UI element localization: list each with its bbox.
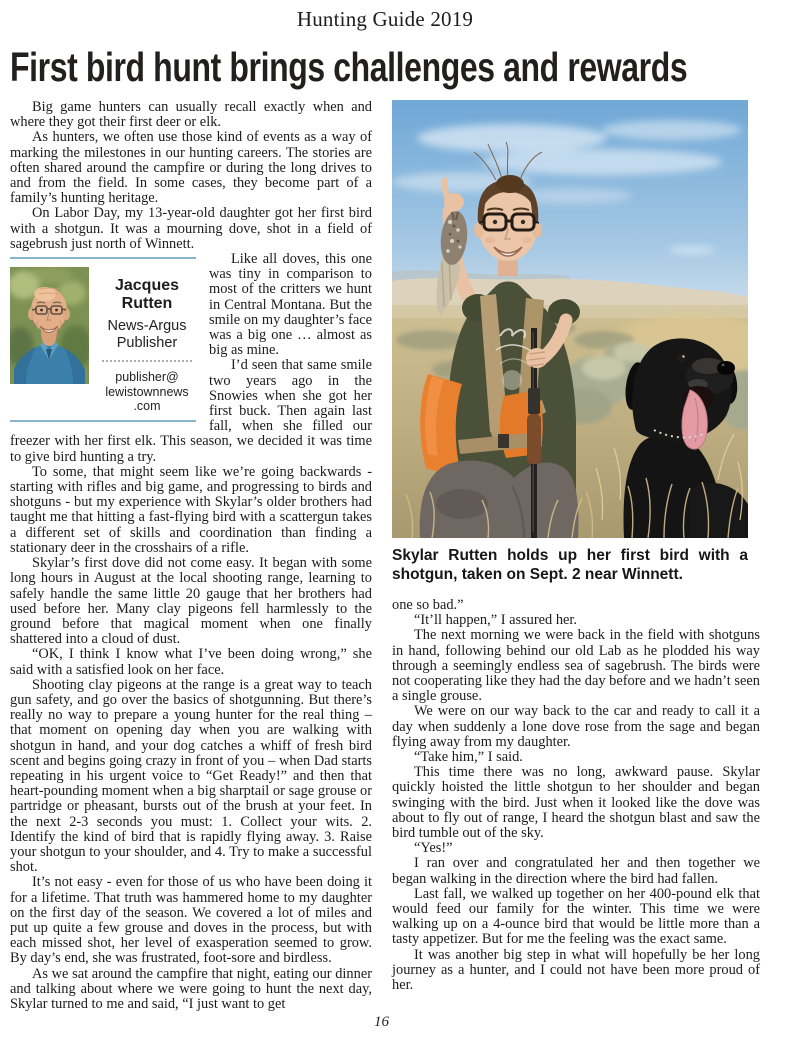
byline-text [98,267,196,414]
article-headline [10,44,800,92]
author-email-line: publisher@ [115,370,179,385]
paragraph: As we sat around the campfire that night, eating our dinner and talking about where we were going to hunt the next day, Skylar turned to me and said, “I just want to get [10,965,372,1012]
paragraph: I’d seen that same smile two years ago in the Snowies when she got her first buck. Then again last fall, when she filled our freezer with her first elk. This season, we decided it was time to give bird hunting a try. [10,357,372,465]
author-role: News-Argus Publisher [107,318,187,351]
paragraph: one so bad.” [392,597,464,613]
article-photo [392,100,748,538]
photo-caption: Skylar Rutten holds up her first bird with a shotgun, taken on Sept. 2 near Winnett. [392,547,748,583]
paragraph: On Labor Day, my 13-year-old daughter got her first bird with a shotgun. It was a mourning dove, shot in a field of sagebrush just north of Winnett. [10,205,372,252]
paragraph: This time there was no long, awkward pause. Skylar quickly hoisted the little shotgun to her shoulder and began swinging with the bird. Just when it looked like the dove was about to fly out of range, I heard the shotgun blast and saw the bird tumble out of the sky. [392,764,760,842]
paragraph: The next morning we were back in the field with shotguns in hand, following behind our old Lab as he plodded his way through a seemingly endless sea of sagebrush. The birds were not cooperating like they had the day before and we hadn’t seen a single grouse. [392,627,760,705]
page-number: 16 [374,1014,389,1030]
paragraph: Last fall, we walked up together on her 400-pound elk that would feed our family for the winter. This time we were walking up on a 4-ounce bird that would be little more than a tasty appetizer. But for me the feeling was the exact same. [392,885,760,948]
byline-card [10,257,196,422]
masthead-title: Hunting Guide 2019 [296,7,474,31]
paragraph: It’s not easy - even for those of us who have been doing it for a lifetime. That truth was hammered home to my daughter on the first day of the season. We covered a lot of miles and put up quite a few grouse and doves in the process, but with each missed shot, her level of exasperation seemed to grow. By day’s end, she was frustrated, foot-sore and birdless. [10,874,372,967]
byline-card-inner [10,267,196,414]
paragraph: Big game hunters can usually recall exactly when and where they got their first deer or elk. [10,99,372,131]
paragraph: It was another big step in what will hopefully be her long journey as a hunter, and I could not have been more proud of her. [392,946,760,994]
author-email-line: lewistownnews [105,384,189,399]
paragraph: “It’ll happen,” I assured her. [414,612,578,629]
column-right-text [392,598,760,993]
column-left [10,100,372,1012]
paragraph: As hunters, we often use those kind of events as a way of marking the milestones in our hunting careers. The stories are often shared around the campfire or during the long drives to and from the field. In some cases, they become part of a family’s hunting heritage. [10,129,372,207]
paragraph: To some, that might seem like we’re going backwards - starting with rifles and big game, and progressing to birds and shotguns - but my experience with Skylar’s older brothers had taught me that hitting a fast-flying bird with a scattergun takes a different set of skills and coordination than finding a stationary deer in the crosshairs of a rifle. [10,463,372,556]
paragraph: I ran over and congratulated her and then together we began walking in the direction where the bird had fallen. [392,855,760,887]
paragraph: “Yes!” [414,840,453,857]
article-body [0,100,800,1012]
paragraph: We were on our way back to the car and ready to call it a day when suddenly a lone dove rose from the sage and began flying away from my daughter. [392,703,760,750]
author-name: Jacques Rutten [114,277,180,313]
author-headshot [10,267,89,384]
headline-text: First bird hunt brings challenges and rewards [10,44,688,90]
byline-divider [102,360,192,362]
author-email [98,370,196,414]
column-right [392,100,760,1012]
paragraph: Shooting clay pigeons at the range is a great way to teach gun safety, and go over the basics of shotgunning. But there’s really no way to prepare a young hunter for the real thing – that moment on opening day when you are walking with shotgun in hand, and your dog catches a whiff of fresh bird scent and begins going crazy in front of you – when Dad starts repeating in his urgent voice to “Get Ready!” and then that heart-pounding moment when a big sharptail or sage grouse or partridge or pheasant, bursts out of the brush at your feet. In the next 2-3 seconds you must: 1. Collect your wits. 2. Identify the kind of bird that is rapidly flying away. 3. Raise your shotgun to your shoulder, and 4. Try to make a successful shot. [10,676,372,876]
paragraph: “Take him,” I said. [414,749,523,766]
paragraph: Like all doves, this one was tiny in comparison to most of the critters we hunt in Central Montana. But the smile on my daughter’s face was a big one … almost as big as mine. [209,251,372,359]
paragraph: Skylar’s first dove did not come easy. It began with some long hours in August at the local shooting range, learning to safely handle the same little 20 gauge that her brothers had used before her. Many clay pigeons fell harmlessly to the ground before that magical moment when one finally shattered into a cloud of dust. [10,555,372,648]
photo-frame [392,100,748,538]
author-email-line: .com [133,399,161,414]
paragraph: “OK, I think I know what I’ve been doing wrong,” she said with a satisfied look on her face. [10,646,372,678]
